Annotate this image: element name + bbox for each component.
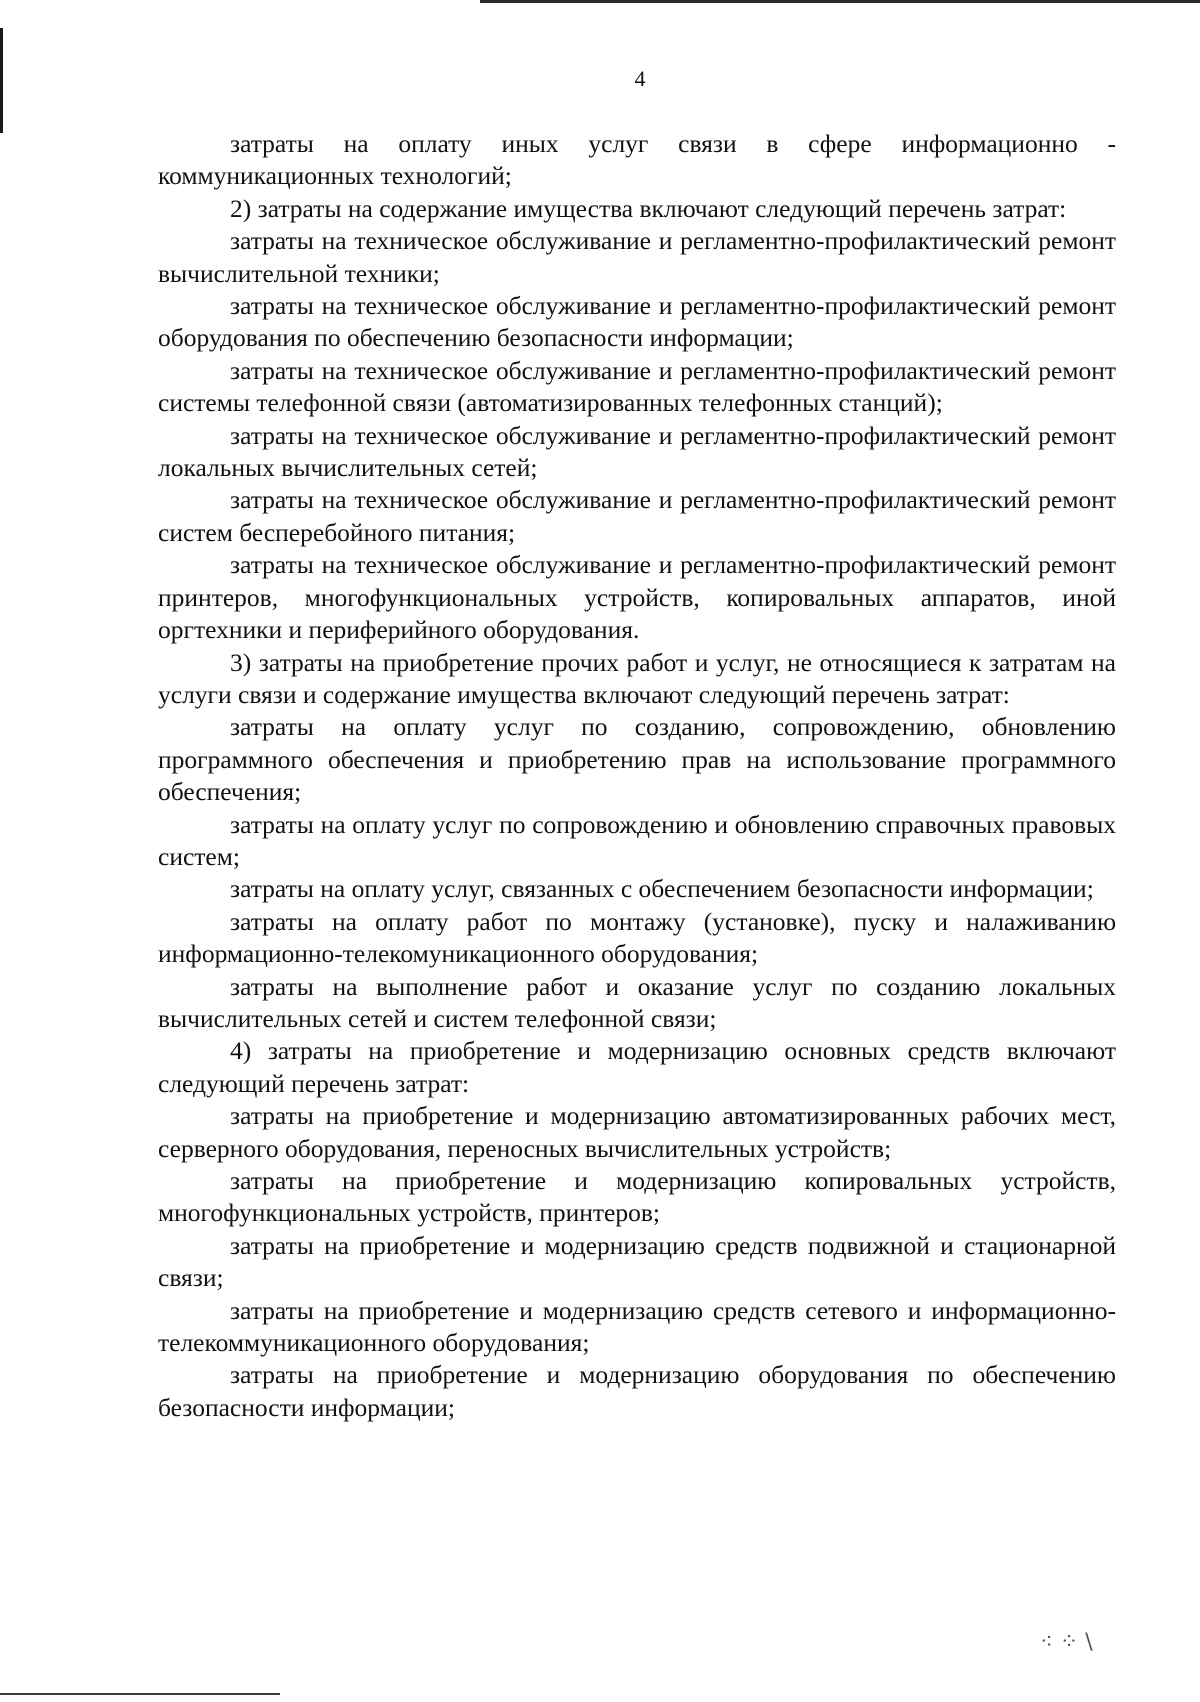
paragraph: 4) затраты на приобретение и модернизацию основных средств включают следующий перечень затрат: xyxy=(158,1036,1116,1098)
paragraph: затраты на оплату услуг, связанных с обеспечением безопасности информации; xyxy=(230,874,1094,904)
paragraph: затраты на оплату иных услуг связи в сфере информационно - коммуникационных технологий; xyxy=(158,129,1116,191)
page-number: 4 xyxy=(634,66,646,91)
paragraph: затраты на оплату услуг по сопровождению и обновлению справочных правовых систем; xyxy=(158,809,1116,871)
paragraph: затраты на техническое обслуживание и регламентно-профилактический ремонт принтеров, многофункциональных устройств, копировальных аппаратов, иной оргтехники и периферийного оборудования. xyxy=(158,550,1116,645)
paragraph: затраты на приобретение и модернизацию средств подвижной и стационарной связи; xyxy=(158,1230,1116,1293)
paragraph: затраты на техническое обслуживание и регламентно-профилактический ремонт систем бесперебойного питания; xyxy=(158,485,1116,547)
scan-edge-mark xyxy=(0,1693,280,1695)
paragraph: затраты на приобретение и модернизацию средств сетевого и информационно-телекоммуникационного оборудования; xyxy=(158,1295,1116,1358)
paragraph: затраты на приобретение и модернизацию копировальных устройств, многофункциональных устройств, принтеров; xyxy=(158,1166,1116,1228)
paragraph: затраты на техническое обслуживание и регламентно-профилактический ремонт вычислительной техники; xyxy=(158,226,1116,288)
scan-speck: ⁖ ⁘ \ xyxy=(1040,1630,1093,1655)
paragraph: затраты на выполнение работ и оказание услуг по созданию локальных вычислительных сетей и систем телефонной связи; xyxy=(158,971,1116,1033)
paragraph: затраты на приобретение и модернизацию оборудования по обеспечению безопасности информации; xyxy=(158,1360,1116,1422)
paragraph: затраты на техническое обслуживание и регламентно-профилактический ремонт локальных вычислительных сетей; xyxy=(158,420,1116,483)
paragraph: 2) затраты на содержание имущества включают следующий перечень затрат: xyxy=(230,193,1067,223)
paragraph: затраты на оплату услуг по созданию, сопровождению, обновлению программного обеспечения и приобретению прав на использование программного обеспечения; xyxy=(158,712,1116,807)
scan-edge-mark xyxy=(480,0,1200,3)
paragraph: затраты на приобретение и модернизацию автоматизированных рабочих мест, серверного оборудования, переносных вычислительных устройств; xyxy=(158,1101,1116,1163)
paragraph: затраты на техническое обслуживание и регламентно-профилактический ремонт системы телефонной связи (автоматизированных телефонных станций); xyxy=(158,355,1116,418)
document-body xyxy=(158,128,1116,1424)
paragraph: 3) затраты на приобретение прочих работ и услуг, не относящиеся к затратам на услуги связи и содержание имущества включают следующий перечень затрат: xyxy=(158,647,1116,709)
paragraph: затраты на техническое обслуживание и регламентно-профилактический ремонт оборудования по обеспечению безопасности информации; xyxy=(158,291,1116,353)
paragraph: затраты на оплату работ по монтажу (установке), пуску и налаживанию информационно-телекомуникационного оборудования; xyxy=(158,906,1116,969)
